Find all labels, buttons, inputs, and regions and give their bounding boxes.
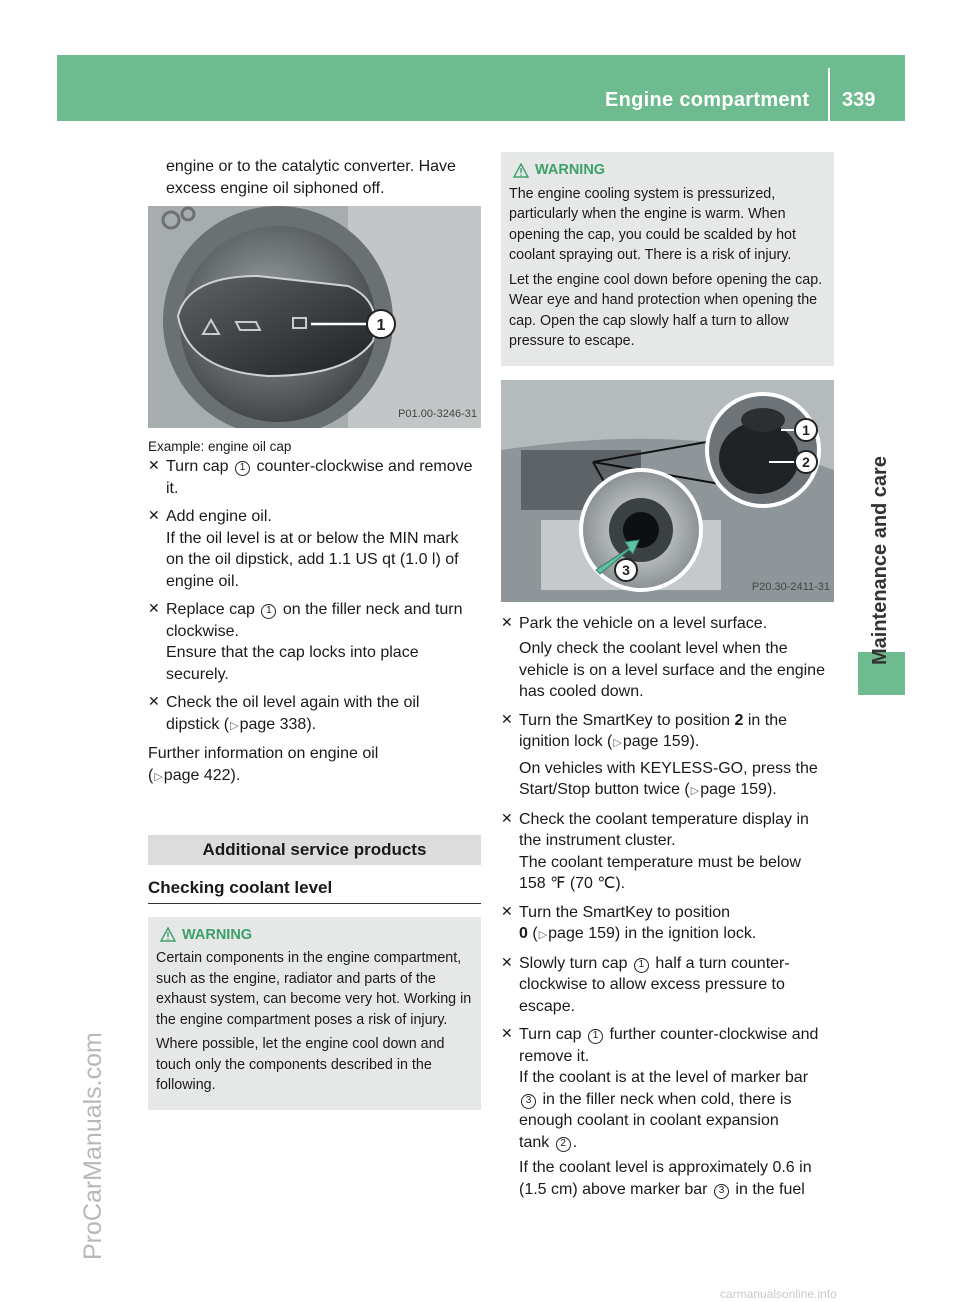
coolant-tank-figure bbox=[501, 380, 834, 602]
warning-text: Let the engine cool down before opening the cap. Wear eye and hand protection when opening the cap. Open the cap slowly half a turn to allow pressure to escape. bbox=[509, 271, 823, 349]
callout-1: 1 bbox=[376, 317, 386, 334]
figure-caption: Example: engine oil cap bbox=[148, 439, 292, 454]
intro-line: excess engine oil siphoned off. bbox=[166, 179, 385, 197]
page-ref-arrow-icon: ▷ bbox=[613, 736, 622, 749]
intro-line: engine or to the catalytic converter. Have bbox=[166, 158, 456, 175]
step-marker-icon: ✕ bbox=[501, 903, 513, 920]
warning-triangle-icon bbox=[160, 927, 176, 942]
step-marker-icon: ✕ bbox=[501, 1026, 513, 1042]
page-link[interactable]: page 338). bbox=[239, 715, 317, 733]
page-ref-arrow-icon: ▷ bbox=[154, 769, 163, 783]
warning-header: WARNING bbox=[509, 160, 826, 181]
warning-text: Certain components in the engine compartment, such as the engine, radiator and parts of the exhaust system, can become very hot. Working in the engine compartment poses a risk of injury. bbox=[156, 950, 472, 1028]
page-link[interactable]: page 159). bbox=[700, 781, 777, 798]
page-number: 339 bbox=[842, 89, 876, 111]
warning-text: The engine cooling system is pressurized, particularly when the engine is warm. When opening the cap, you could be scalded by hot coolant spraying out. There is a risk of injury. bbox=[509, 185, 796, 263]
right-column bbox=[501, 152, 834, 1207]
step-item: ✕ Turn cap 1 further counter-clockwise and remove it. If the coolant is at the level of marker bar 3 in the filler neck when cold, there is enough coolant in coolant expansion tank 2 . If the coolant level is approximately 0.6 in (1.5 cm) above marker bar 3 in the fuel bbox=[501, 1026, 819, 1198]
oil-cap-illustration bbox=[148, 206, 481, 428]
step-marker-icon: ✕ bbox=[501, 810, 513, 827]
left-column bbox=[148, 156, 481, 1110]
step-marker-icon: ✕ bbox=[148, 508, 160, 524]
side-tab-label: Maintenance and care bbox=[869, 456, 891, 665]
intro-text bbox=[148, 156, 481, 199]
warning-text: Where possible, let the engine cool down and touch only the components described in the following. bbox=[156, 1036, 445, 1093]
page-ref-arrow-icon: ▷ bbox=[690, 784, 700, 797]
callout-1: 1 bbox=[802, 421, 810, 438]
callout-ref: 1 bbox=[261, 604, 276, 619]
further-info: Further information on engine oil (▷page 422). bbox=[148, 745, 379, 784]
figure-code: P01.00-3246-31 bbox=[398, 407, 477, 420]
step-item: ✕ Turn the SmartKey to position 0 (▷page 159) in the ignition lock. bbox=[501, 903, 757, 942]
callout-2: 2 bbox=[802, 453, 810, 470]
oil-cap-figure bbox=[148, 206, 481, 428]
step-item: ✕ Turn the SmartKey to position 2 in the ignition lock (▷page 159). On vehicles with KEYLESS-GO, press the Start/Stop button twice (▷page 159). bbox=[501, 711, 818, 798]
step-item: ✕ Check the coolant temperature display in the instrument cluster. The coolant temperature must be below 158 ℉ (70 ℃). bbox=[501, 810, 809, 892]
step-item: ✕ Slowly turn cap 1 half a turn counter- clockwise to allow excess pressure to escape. bbox=[501, 954, 790, 1015]
step-item: ✕ Park the vehicle on a level surface. Only check the coolant level when the vehicle is on a level surface and the engine has cooled down. bbox=[501, 614, 825, 700]
warning-header: WARNING bbox=[156, 925, 473, 946]
page-ref-arrow-icon: ▷ bbox=[538, 928, 548, 941]
step-item: ✕ Replace cap 1 on the filler neck and turn clockwise. Ensure that the cap locks into place securely. bbox=[148, 601, 463, 683]
step-marker-icon: ✕ bbox=[501, 711, 513, 728]
step-item: ✕ Turn cap 1 counter-clockwise and remove it. bbox=[148, 458, 473, 497]
step-item: ✕ Check the oil level again with the oil dipstick (▷page 338). bbox=[148, 694, 420, 733]
step-marker-icon: ✕ bbox=[501, 614, 513, 631]
watermark: ProCarManuals.com bbox=[79, 1032, 107, 1260]
section-heading: Additional service products bbox=[148, 835, 481, 865]
callout-ref: 3 bbox=[714, 1184, 729, 1199]
subsection-heading: Checking coolant level bbox=[148, 877, 481, 904]
warning-box bbox=[501, 152, 834, 366]
page-title: Engine compartment bbox=[605, 89, 810, 111]
footer-watermark: carmanualsonline.info bbox=[720, 1287, 837, 1301]
callout-ref: 2 bbox=[556, 1137, 571, 1152]
callout-ref: 1 bbox=[235, 461, 250, 476]
page-link[interactable]: page 422). bbox=[163, 766, 241, 784]
step-marker-icon: ✕ bbox=[148, 601, 160, 617]
page-ref-arrow-icon: ▷ bbox=[230, 718, 239, 732]
step-marker-icon: ✕ bbox=[148, 694, 160, 710]
step-marker-icon: ✕ bbox=[148, 458, 160, 474]
engine-bay-illustration bbox=[501, 380, 834, 602]
callout-3: 3 bbox=[622, 561, 630, 578]
step-marker-icon: ✕ bbox=[501, 954, 513, 971]
warning-triangle-icon bbox=[513, 163, 529, 178]
callout-ref: 3 bbox=[521, 1094, 536, 1109]
callout-ref: 1 bbox=[588, 1029, 603, 1044]
step-item: ✕ Add engine oil. If the oil level is at or below the MIN mark on the oil dipstick, add 1.1 US qt (1.0 l) of engine oil. bbox=[148, 508, 459, 590]
page-link[interactable]: page 159). bbox=[622, 733, 700, 750]
header-divider bbox=[828, 68, 830, 121]
page-link[interactable]: page 159) in the ignition lock. bbox=[548, 925, 757, 942]
figure-code: P20.30-2411-31 bbox=[751, 581, 830, 593]
callout-ref: 1 bbox=[634, 958, 649, 973]
warning-box bbox=[148, 917, 481, 1110]
